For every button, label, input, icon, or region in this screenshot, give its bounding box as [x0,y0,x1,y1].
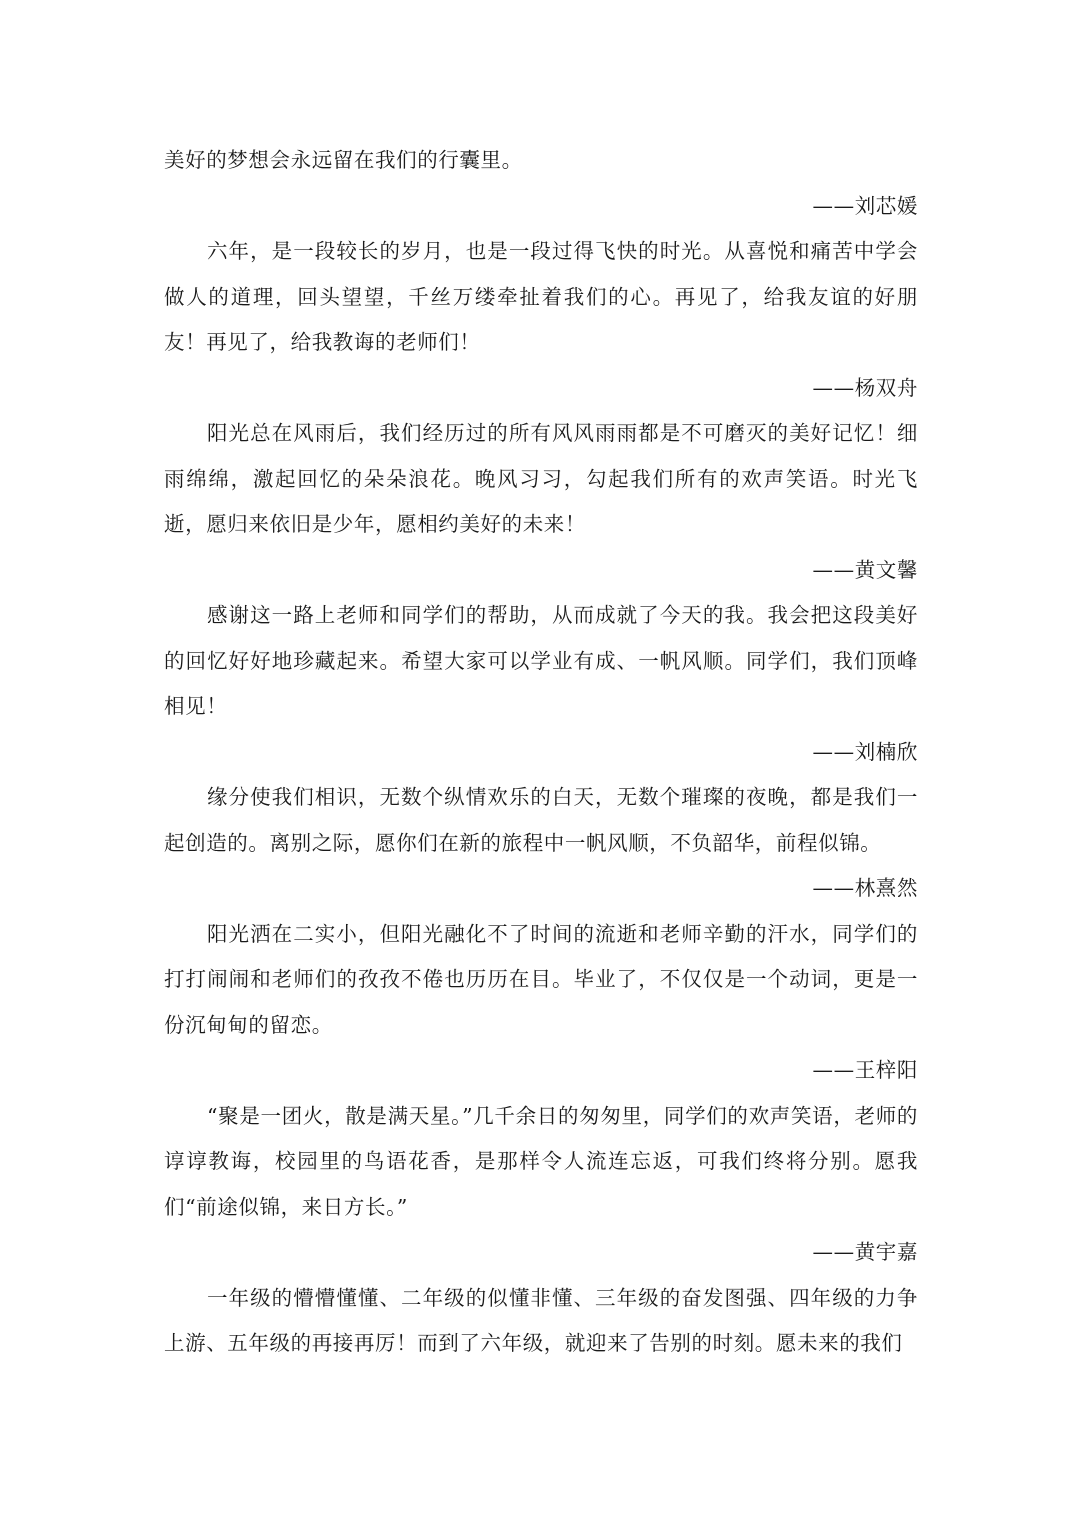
message-paragraph: 阳光总在风雨后，我们经历过的所有风风雨雨都是不可磨灭的美好记忆！细雨绵绵，激起回忆的朵朵浪花。晚风习习，勾起我们所有的欢声笑语。时光飞逝，愿归来依旧是少年，愿相约美好的未来！ [164,421,918,536]
message-signature: ——黄宇嘉 [812,1240,918,1264]
message-signature: ——林熹然 [812,876,918,900]
message-paragraph: 感谢这一路上老师和同学们的帮助，从而成就了今天的我。我会把这段美好的回忆好好地珍藏起来。希望大家可以学业有成、一帆风顺。同学们，我们顶峰相见！ [164,603,918,718]
message-signature: ——王梓阳 [812,1058,918,1082]
message-paragraph: 美好的梦想会永远留在我们的行囊里。 [164,148,523,172]
message-signature: ——杨双舟 [812,375,918,400]
message-paragraph: “聚是一团火，散是满天星。”几千余日的匆匆里，同学们的欢声笑语，老师的谆谆教诲，校园里的鸟语花香，是那样令人流连忘返，可我们终将分别。愿我们“前途似锦，来日方长。” [164,1103,918,1219]
message-signature: ——刘楠欣 [812,739,918,764]
message-paragraph: 一年级的懵懵懂懂、二年级的似懂非懂、三年级的奋发图强、四年级的力争上游、五年级的再接再厉！而到了六年级，就迎来了告别的时刻。愿未来的我们 [164,1285,918,1355]
message-paragraph: 六年，是一段较长的岁月，也是一段过得飞快的时光。从喜悦和痛苦中学会做人的道理，回头望望，千丝万缕牵扯着我们的心。再见了，给我友谊的好朋友！再见了，给我教诲的老师们！ [164,239,918,354]
message-signature: ——黄文馨 [812,557,918,582]
message-paragraph: 阳光洒在二实小，但阳光融化不了时间的流逝和老师辛勤的汗水，同学们的打打闹闹和老师们的孜孜不倦也历历在目。毕业了，不仅仅是一个动词，更是一份沉甸甸的留恋。 [164,921,918,1037]
message-paragraph: 缘分使我们相识，无数个纵情欢乐的白天，无数个璀璨的夜晚，都是我们一起创造的。离别之际，愿你们在新的旅程中一帆风顺，不负韶华，前程似锦。 [164,785,918,855]
document-page [164,138,918,1367]
message-signature: ——刘芯媛 [812,193,918,218]
